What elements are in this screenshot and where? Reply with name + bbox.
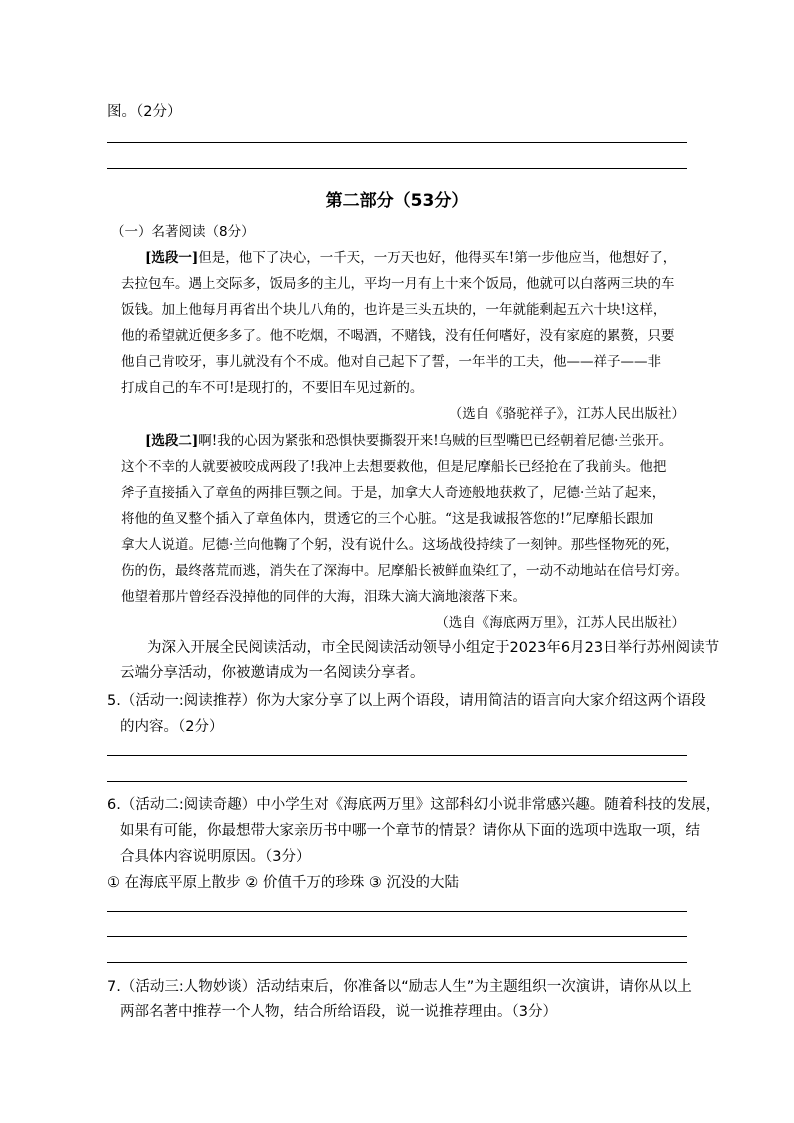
excerpt-line: 饭钱。加上他每月再省出个块儿八角的，也许是三头五块的，一年就能剩起五六十块!这样，: [121, 302, 667, 318]
answer-line: [107, 936, 687, 937]
answer-line: [107, 755, 687, 756]
answer-line: [107, 781, 687, 782]
excerpt-line: [选段二]啊!我的心因为紧张和恐惧快要撕裂开来!乌贼的巨型嘴巴已经朝着尼德·兰张开。: [145, 433, 673, 449]
question-6-options: ① 在海底平原上散步 ② 价值千万的珍珠 ③ 沉没的大陆: [107, 875, 460, 891]
answer-line: [107, 142, 687, 143]
question-6: 合具体内容说明原因。（3分）: [120, 849, 311, 865]
excerpt-line: 拿大人说道。尼德·兰向他鞠了个躬，没有说什么。这场战役持续了一刻钟。那些怪物死的死，: [121, 537, 679, 553]
excerpt-line: [选段一]但是，他下了决心，一千天，一万天也好，他得买车!第一步他应当，他想好了，: [145, 250, 677, 266]
answer-line: [107, 962, 687, 963]
prev-question-tail: 图。（2分）: [107, 104, 182, 120]
answer-line: [107, 911, 687, 912]
excerpt-line: 他的希望就近便多多了。他不吃烟，不喝酒，不赌钱，没有任何嗜好，没有家庭的累赘，只要: [121, 328, 675, 344]
part-title: 第二部分（53分）: [325, 191, 469, 211]
excerpt-line: 他望着那片曾经吞没掉他的同伴的大海，泪珠大滴大滴地滚落下来。: [121, 589, 526, 605]
answer-line: [107, 168, 687, 169]
excerpt-line: 打成自己的车不可!是现打的，不要旧车见过新的。: [121, 380, 424, 396]
excerpt-label: [选段一]: [145, 250, 199, 266]
intro-line: 为深入开展全民阅读活动，市全民阅读活动领导小组定于2023年6月23日举行苏州阅读节: [147, 640, 720, 656]
question-6: 如果有可能，你最想带大家亲历书中哪一个章节的情景？请你从下面的选项中选取一项，结: [120, 823, 700, 839]
excerpt-line: 这个不幸的人就要被咬成两段了!我冲上去想要救他，但是尼摩船长已经抢在了我前头。他把: [121, 459, 667, 475]
excerpt-source: （选自《海底两万里》，江苏人民出版社）: [435, 615, 685, 631]
excerpt-line: 斧子直接插入了章鱼的两排巨颚之间。于是，加拿大人奇迹般地获救了，尼德·兰站了起来，: [121, 485, 666, 501]
excerpt-line: 去拉包车。遇上交际多，饭局多的主儿，平均一月有上十来个饭局，他就可以白落两三块的车: [121, 276, 675, 292]
question-5: 的内容。（2分）: [120, 719, 224, 735]
excerpt-line: 他自己肯咬牙，事儿就没有个不成。他对自己起下了誓，一年半的工夫，他——祥子——非: [121, 354, 661, 370]
section-heading: （一）名著阅读（8分）: [111, 224, 255, 240]
excerpt-source: （选自《骆驼祥子》，江苏人民出版社）: [448, 406, 685, 422]
question-7: 7.（活动三:人物妙谈）活动结束后，你准备以“励志人生”为主题组织一次演讲，请你从以上: [107, 979, 692, 995]
intro-line: 云端分享活动，你被邀请成为一名阅读分享者。: [120, 665, 425, 681]
question-7: 两部名著中推荐一个人物，结合所给语段，说一说推荐理由。（3分）: [120, 1004, 557, 1020]
question-6: 6.（活动二:阅读奇趣）中小学生对《海底两万里》这部科幻小说非常感兴趣。随着科技的发展，: [107, 797, 721, 813]
excerpt-line: 伤的伤，最终落荒而逃，消失在了深海中。尼摩船长被鲜血染红了，一动不动地站在信号灯旁。: [121, 563, 688, 579]
excerpt-label: [选段二]: [145, 433, 199, 449]
excerpt-line: 将他的鱼叉整个插入了章鱼体内，贯透它的三个心脏。“这是我诚报答您的!”尼摩船长跟加: [121, 511, 654, 527]
question-5: 5.（活动一:阅读推荐）你为大家分享了以上两个语段，请用简洁的语言向大家介绍这两个语段: [107, 693, 706, 709]
